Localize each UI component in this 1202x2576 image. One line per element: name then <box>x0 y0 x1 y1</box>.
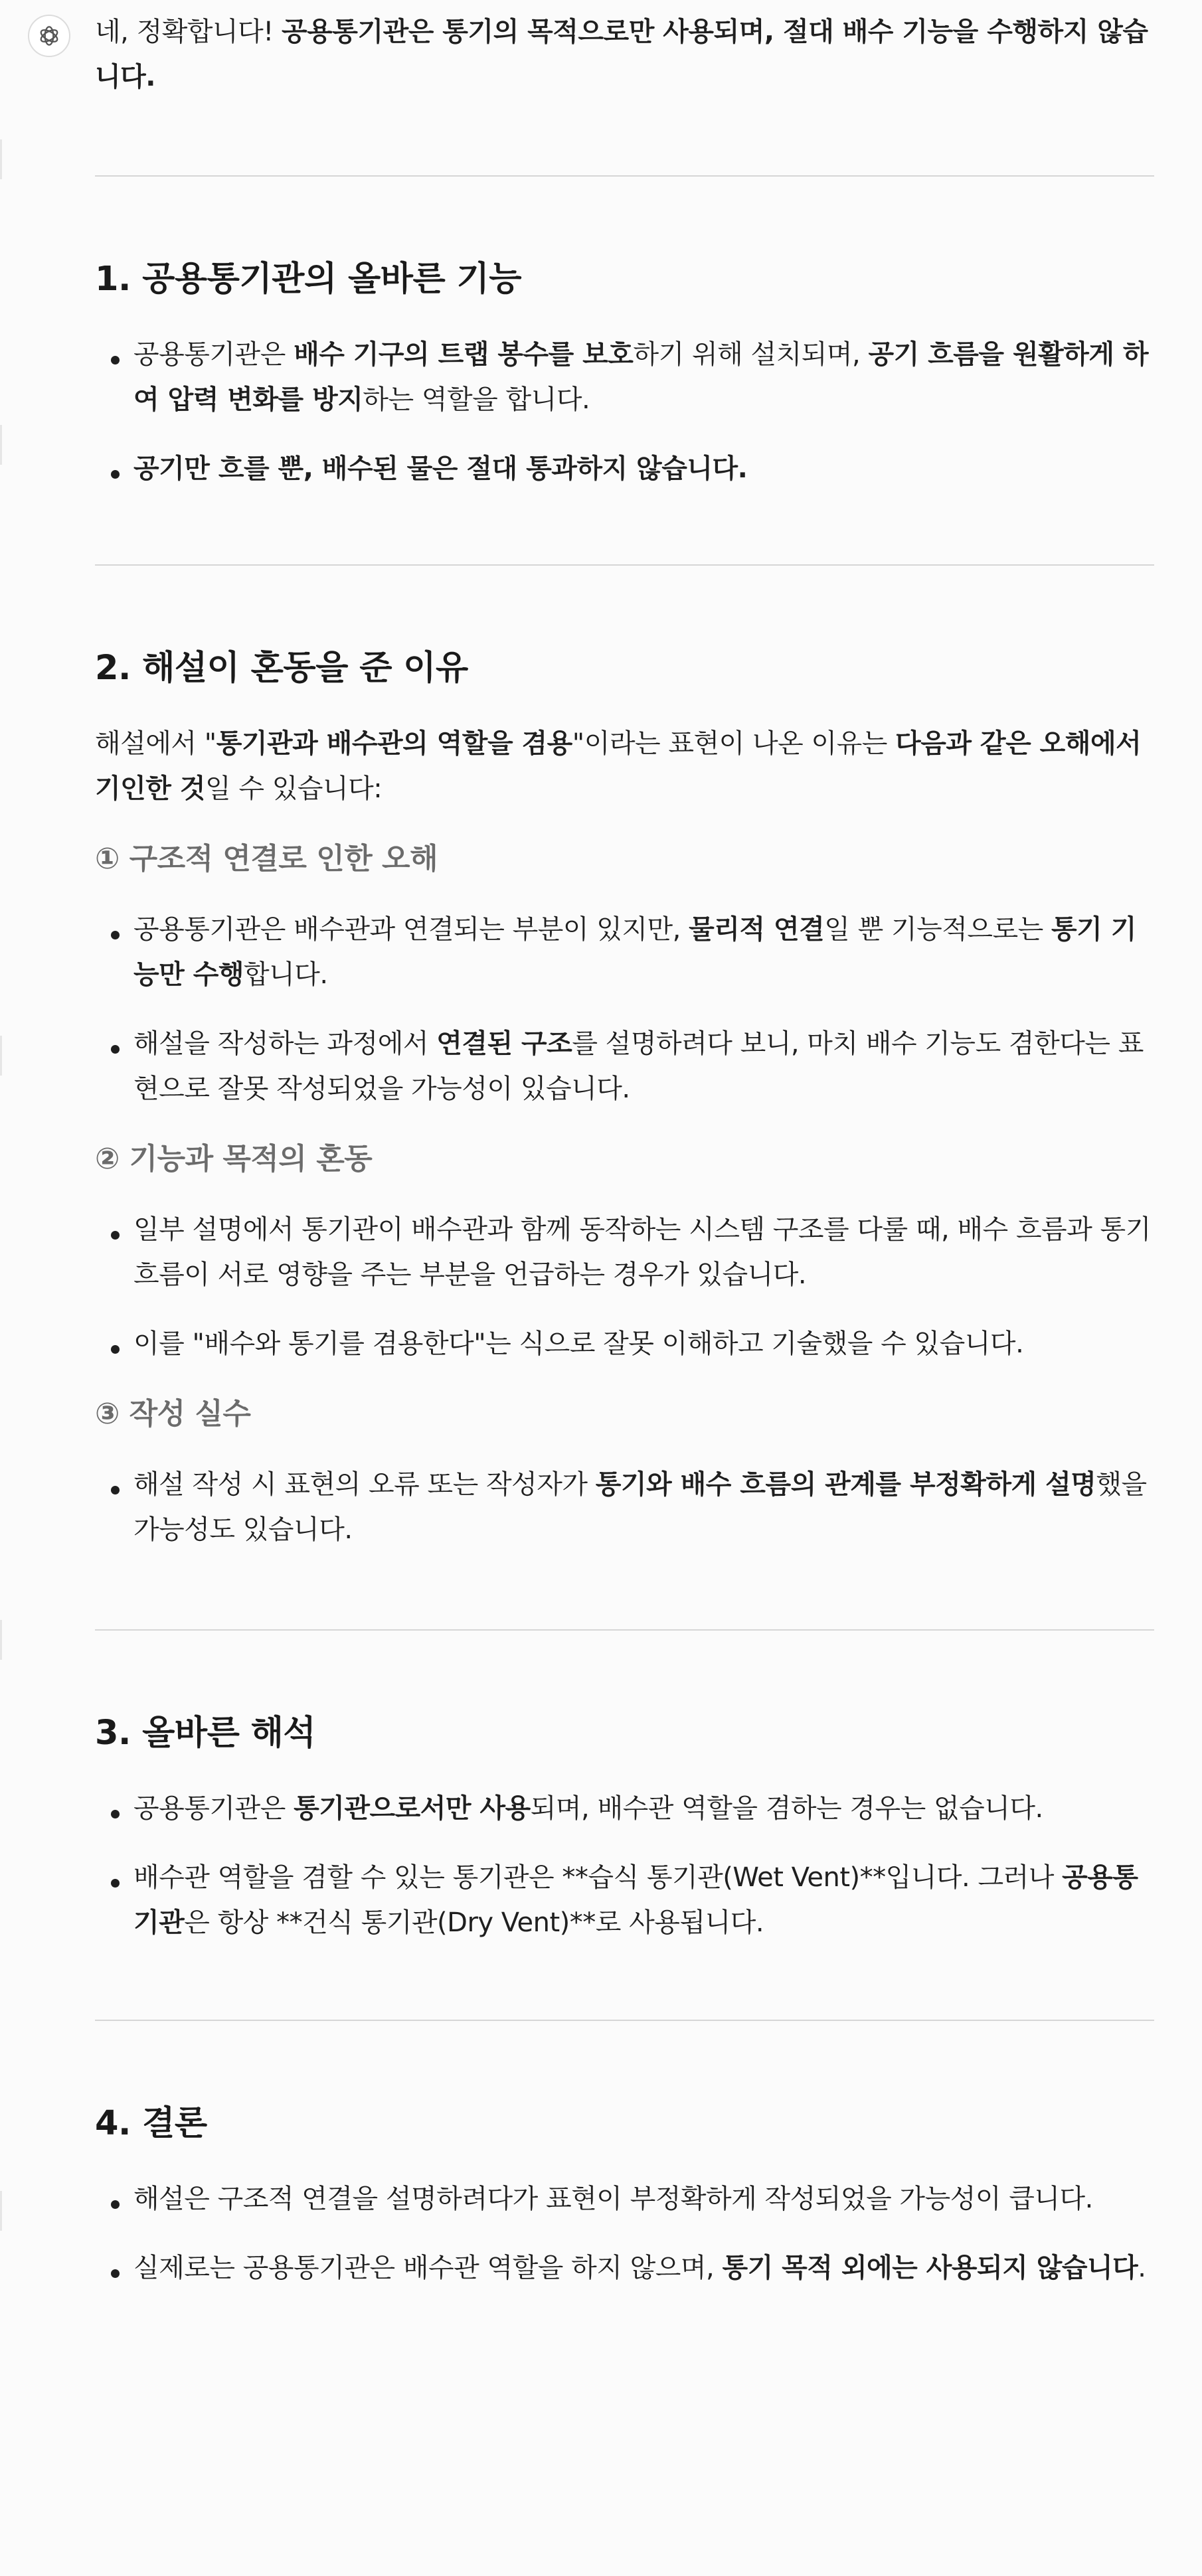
bold-text: 배수 기구의 트랩 봉수를 보호 <box>294 339 634 370</box>
bold-text: 물리적 연결 <box>689 914 825 945</box>
bullet-list <box>95 1786 1154 1945</box>
bold-text: 연결된 구조 <box>436 1028 572 1059</box>
bold-text: 통기관으로서만 사용 <box>294 1793 531 1824</box>
text-run: 은 항상 **건식 통기관(Dry Vent)**로 사용됩니다. <box>184 1907 764 1938</box>
list-item <box>95 1786 1154 1831</box>
list-item <box>95 907 1154 997</box>
section-title: 3. 올바른 해석 <box>95 1714 316 1753</box>
text-run: 공용통기관은 배수관과 연결되는 부분이 있지만, <box>133 914 689 945</box>
bullet-list <box>95 2176 1154 2291</box>
text-run: . <box>1138 2253 1146 2283</box>
list-item <box>95 1855 1154 1945</box>
text-run: 를 설명하려다 보니, 마치 배수 기능도 겸한다는 표현으로 잘못 작성되었을 가능성이 있습니다. <box>133 1028 1144 1104</box>
assistant-avatar <box>28 15 70 57</box>
bullet-list <box>95 1462 1154 1552</box>
text-run: 되며, 배수관 역할을 겸하는 경우는 없습니다. <box>530 1793 1043 1824</box>
bullet-list <box>95 907 1154 1111</box>
text-run: "이라는 표현이 나온 이유는 <box>572 728 896 759</box>
bold-text: 공기만 흐를 뿐, 배수된 물은 절대 통과하지 않습니다. <box>133 453 748 484</box>
section-intro <box>95 721 1154 811</box>
text-run: 이를 "배수와 통기를 겸용한다"는 식으로 잘못 이해하고 기술했을 수 있습니다. <box>133 1328 1024 1359</box>
subsection-title: ② 기능과 목적의 혼동 <box>95 1142 373 1176</box>
text-run: 합니다. <box>244 959 328 990</box>
bold-text: 통기 목적 외에는 사용되지 않습니다 <box>722 2253 1138 2283</box>
section-2 <box>95 645 1154 1552</box>
list-item <box>95 446 1154 491</box>
subsection-title: ③ 작성 실수 <box>95 1397 251 1431</box>
list-item <box>95 2176 1154 2221</box>
text-run: 공용통기관은 <box>133 1793 294 1824</box>
section-1 <box>95 256 1154 491</box>
text-run: 해설에서 " <box>95 728 216 759</box>
bold-text: 공용통기관 <box>133 1862 1138 1938</box>
bold-text: 통기와 배수 흐름의 관계를 부정확하게 설명 <box>595 1469 1096 1500</box>
text-run: 하기 위해 설치되며, <box>633 339 869 370</box>
openai-logo-icon <box>35 22 63 50</box>
intro-paragraph <box>95 9 1154 100</box>
left-edge-marks <box>0 0 3 2576</box>
list-item <box>95 2245 1154 2291</box>
list-item <box>95 332 1154 422</box>
bold-text: 공용통기관은 통기의 목적으로만 사용되며, 절대 배수 기능을 수행하지 않습니다. <box>95 17 1148 92</box>
bold-text: 공기 흐름을 원활하게 하여 압력 변화를 방지 <box>133 339 1149 415</box>
bold-text: 통기 기능만 수행 <box>133 914 1136 990</box>
section-3 <box>95 1710 1154 1945</box>
bullet-list <box>95 1207 1154 1366</box>
text-run: 배수관 역할을 겸할 수 있는 통기관은 **습식 통기관(Wet Vent)**입니다. 그러나 <box>133 1862 1063 1893</box>
section-title: 2. 해설이 혼동을 준 이유 <box>95 649 468 688</box>
text-run: 해설을 작성하는 과정에서 <box>133 1028 437 1059</box>
section-title: 4. 결론 <box>95 2104 207 2143</box>
bold-text: 통기관과 배수관의 역할을 겸용 <box>216 728 572 759</box>
list-item <box>95 1207 1154 1297</box>
subsection-title: ① 구조적 연결로 인한 오해 <box>95 842 438 876</box>
list-item <box>95 1021 1154 1111</box>
text-run: 일 수 있습니다: <box>205 773 383 804</box>
section-4 <box>95 2101 1154 2291</box>
text-run: 공용통기관은 <box>133 339 294 370</box>
text-run: 했을 가능성도 있습니다. <box>133 1469 1147 1545</box>
section-title: 1. 공용통기관의 올바른 기능 <box>95 260 522 299</box>
text-run: 일부 설명에서 통기관이 배수관과 함께 동작하는 시스템 구조를 다룰 때, 배수 흐름과 통기 흐름이 서로 영향을 주는 부분을 언급하는 경우가 있습니다. <box>133 1214 1151 1290</box>
text-run: 실제로는 공용통기관은 배수관 역할을 하지 않으며, <box>133 2253 723 2283</box>
text-run: 하는 역할을 합니다. <box>363 384 590 415</box>
bullet-list <box>95 332 1154 491</box>
assistant-message <box>95 9 1154 2291</box>
text-run: 네, 정확합니다! <box>95 17 282 47</box>
text-run: 해설 작성 시 표현의 오류 또는 작성자가 <box>133 1469 596 1500</box>
bold-text: 다음과 같은 오해에서 기인한 것 <box>95 728 1142 804</box>
list-item <box>95 1321 1154 1366</box>
text-run: 해설은 구조적 연결을 설명하려다가 표현이 부정확하게 작성되었을 가능성이 큽니다. <box>133 2184 1093 2214</box>
list-item <box>95 1462 1154 1552</box>
text-run: 일 뿐 기능적으로는 <box>824 914 1051 945</box>
